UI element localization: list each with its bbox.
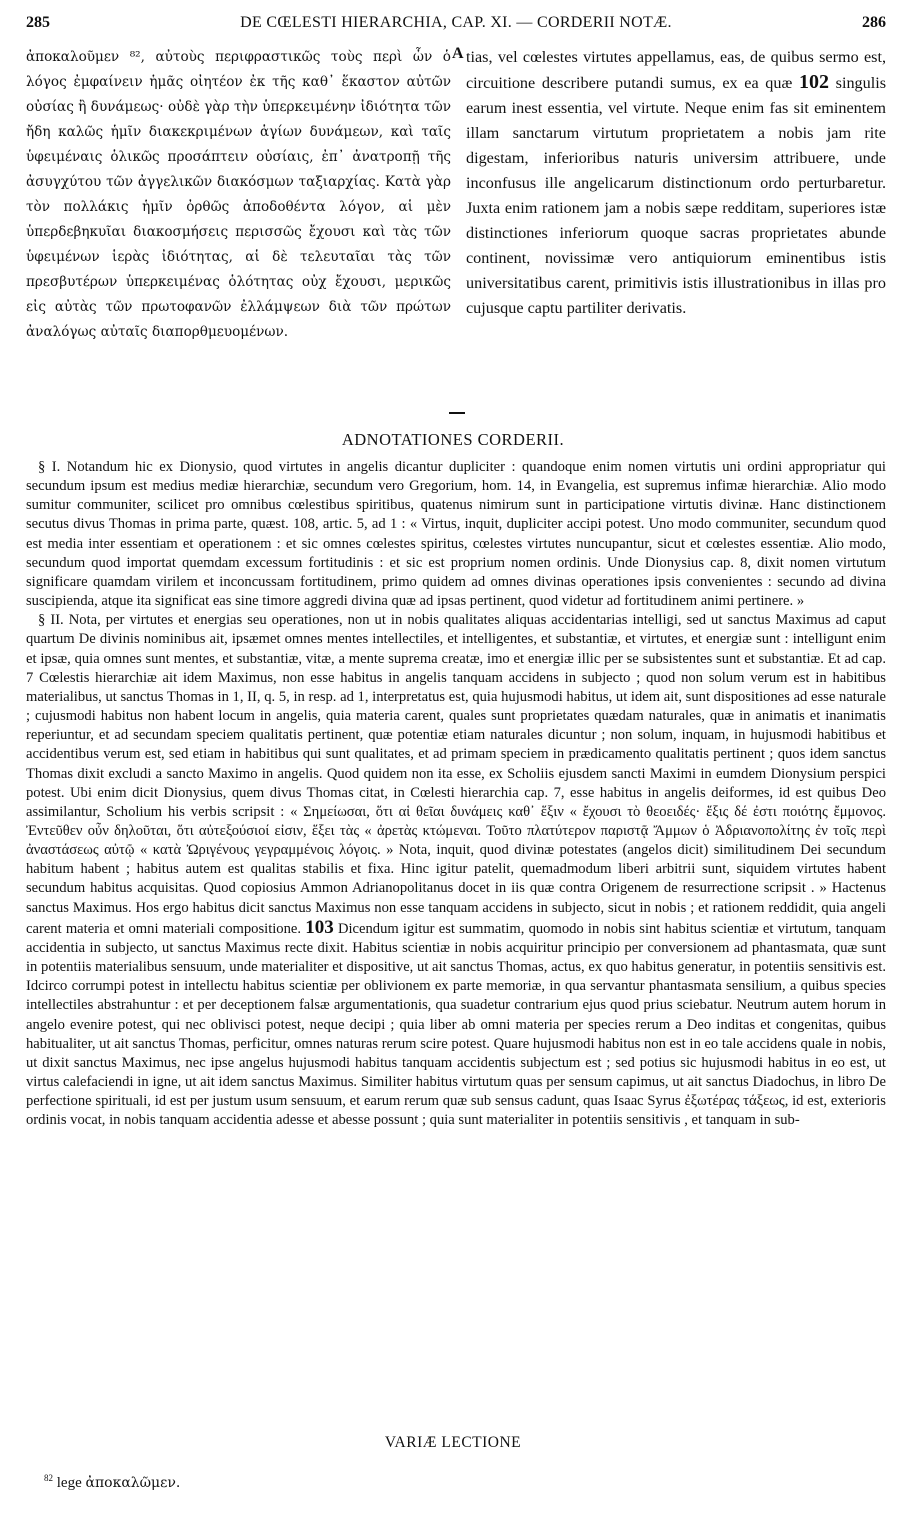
page-number-right: 286	[862, 14, 886, 31]
latin-text-part1: tias, vel cœlestes virtutes appellamus, eas, de quibus sermo est, circuitione describere putandi sumus, ex ea quæ	[466, 48, 886, 92]
notes-body	[26, 458, 886, 1130]
footnote-mark: 82	[44, 1473, 53, 1483]
latin-column	[466, 45, 886, 321]
notes-heading: ADNOTATIONES CORDERII.	[341, 430, 565, 449]
section-divider	[449, 412, 465, 414]
column-marker: A	[452, 45, 464, 62]
page-number-left: 285	[26, 14, 50, 31]
footnote-latin: lege	[56, 1475, 82, 1491]
footnote-greek: ἀποκαλῶμεν.	[85, 1475, 181, 1491]
parallel-text	[26, 45, 886, 395]
note-paragraph-1: § I. Notandum hic ex Dionysio, quod virtutes in angelis dicantur dupliciter : quandoque enim nomen virtutis uni ordini appropriatur qui secundum ipsum est medius mediæ hierarchiæ, secundum vero Gregorium, hom. 14, in Evangelia, est supremus infimæ hierarchiæ. Alio modo sumitur communiter, scilicet pro omnibus cœlestibus spiritibus, quatenus nimirum sunt in participatione virtutis divinæ. Hanc distinctionem secutus divus Thomas in prima parte, quæst. 108, artic. 5, ad 1 : « Virtus, inquit, dupliciter accipi potest. Uno modo communiter, secundum quod est media inter essentiam et operationem : et sic omnes cœlestes spiritus, cœlestes virtutes nuncupantur, sicut et cœlestes essentiæ. Alio modo, secundum quod importat quemdam excessum fortitudinis : et sic est proprium nomen ordinis. Unde Dionysius cap. 8, dixit nomen virtutum significare quamdam virilem et inconcussam fortitudinem, primo quidem ad omnes divinas operationes ipsis convenientes : secundo ad divina suscipienda, atque ita significat eas sine timore aggredi divina quæ ad ipsas pertinent, quod videtur ad fortitudinem animi pertinere. »	[26, 459, 886, 610]
note-2-text-a: § II. Nota, per virtutes et energias seu operationes, non ut in nobis qualitates aliquas accidentarias intelligi, sed ut sanctus Maximus ad caput quartum De divinis nominibus ait, ipsæmet omnes mentes intellectiles, et intelligentes, et substantiæ, et virtutes, et energiæ sunt : intelligunt enim et ipsæ, quia omnes sunt mentes, et substantiæ, vitæ, a mente suprema creatæ, imo et energiæ illic per se subsistentes sunt et substantiæ. Et ad cap. 7 Cœlestis hierarchiæ ait idem Maximus, non esse habitus in angelis tanquam accidens in subjecto ; quod non solum verum est in habitibus materialibus, ut sanctus Thomas in 1, II, q. 5, in resp. ad 1, interpretatus est, quia hujusmodi habitus, ut idem ait, sunt dispositiones ad esse naturale ; cujusmodi habitus non habent locum in angelis, quia materia carent, quales sunt proprietates quædam naturales, quæ in animatis et inanimatis reperiuntur, et ad secundam speciem qualitatis pertinent, quæ potentiæ etiam naturales dicuntur ; non solum, inquam, in hujusmodi habitibus et accidentibus verum est, sed etiam in habitibus qui sunt qualitates, et ad primam speciem in prædicamento qualitatis pertinent ; quos idem sanctus Thomas dixit excludi a sancto Maximo in angelis. Quod quidem non ita esse, ex Scholiis ejusdem sancti Maximi in eumdem Dionysium perspici potest. Ubi enim dicit Dionysius, quem divus Thomas citat, in Cœlesti hierarchia cap. 7, esse habitus in angelis deiformes, id est quibus Deo assimilantur, Scholium his verbis scripsit : « Σημείωσαι, ὅτι αἱ θεῖαι δυνάμεις καθ᾽ ἕξιν « ἔχουσι τὸ θεοειδές· ἕξις δέ ἐστι ποιότης ἔμμονος. Ἐντεῦθεν οὖν δηλοῦται, ὅτι αὐτεξούσιοί εἰσιν, ἕξει τὰς « ἀρετὰς κτώμεναι. Τοῦτο πλατύτερον παριστᾷ Ἄμμων ὁ Ἀδριανοπολίτης ἐν τοῖς περὶ ἀναστάσεως αὐτῷ « κατὰ Ὠριγένους γεγραμμένοις λόγοις. » Nota, inquit, quod divinæ potestates (angelos dicit) similitudinem Dei secundum habitum habent ; habitus autem est qualitas stabilis et fixa. Hinc igitur patelit, quemadmodum liberi arbitrii sunt, siquidem virtutes habent secundum habitus acquisitas. Quod copiosius Ammon Adrianopolitanus docet in iis quæ contra Origenem de resurrectione scripsit . » Hactenus sanctus Maximus. Hos ergo habitus dicit sanctus Maximus non esse tanquam accidens in subjecto, sicut in nobis ; et rationem reddidit, quia angeli carent materia et omni materiali compositione.	[26, 612, 886, 937]
variae-heading: VARIÆ LECTIONE	[384, 1434, 522, 1451]
note-2-text-b: Dicendum igitur est summatim, quomodo in nobis sint habitus scientiæ et virtutum, tanquam accidentia in subjecto, ut sanctus Maximus recte dixit. Habitus scientiæ in nobis acquiritur principio per conversionem ad phantasmata, quæ sunt in potentiis materialibus sensuum, unde materialiter et dispositive, ut ait sanctus Thomas, actus, ex quo habitus generatur, in potentiis sensitivis est. Idcirco corrumpi potest in intellectu habitus scientiæ per oblivionem ex parte memoriæ, in qua servantur phantasmata sensilium, a quibus species intellectiles abstrahuntur : et per deceptionem falsæ argumentationis, qua suadetur contrarium ejus quod prius sciebatur. Neutrum autem horum in angelo evenire potest, qui nec oblivisci potest, neque decipi ; quia liber ab omni materia per species rerum a Deo inditas et congenitas, quibus habitualiter, ut ait sanctus Thomas, perficitur, omnes naturas rerum scire potest. Quare hujusmodi habitus non est in eo tale accidens quale in nobis, ut dixit sanctus Maximus, nec ipse angelus hujusmodi habitus tanquam accidentis subjectum est ; sed potius sic hujusmodi habitus in eo est, ut virtus calefaciendi in igne, ut ait idem sanctus Maximus. Similiter habitus virtutum quas per sensum capimus, ut ait sanctus Diadochus, in libro De perfectione spirituali, id est per justum usum sensuum, et earum rerum quæ sub sensus cadunt, quas Isaac Syrus ἐξωτέρας τάξεως, id est, exterioris ordinis vocat, in nobis tanquam accidentia adesse et abesse possunt ; quia sunt materialiter in potentiis sensitivis , et tanquam in sub-	[26, 920, 886, 1129]
note-paragraph-2	[26, 611, 886, 1130]
margin-number: 103	[305, 916, 334, 938]
margin-number: 102	[798, 71, 829, 93]
running-title: DE CŒLESTI HIERARCHIA, CAP. XI. — CORDERII NOTÆ.	[240, 14, 672, 31]
running-header	[26, 14, 886, 38]
greek-column: ἀποκαλοῦμεν ⁸², αὐτοὺς περιφραστικῶς τοὺς περὶ ὧν ὁ λόγος ἐμφαίνειν ἡμᾶς οἰητέον ἐκ τῆς καθ᾽ ἕκαστον αὐτῶν οὐσίας ἢ δυνάμεως· οὐδὲ γὰρ τὴν ὑπερκειμένην ἰδιότητα τῶν ἤδη καλῶς ἡμῖν διακεκριμένων ἁγίων δυνάμεων, καὶ ταῖς ὑφειμέναις ὁλικῶς προσάπτειν οὐσίαις, ἐπ᾽ ἀνατροπῇ τῆς ἀσυγχύτου τῶν ἀγγελικῶν διακόσμων ταξιαρχίας. Κατὰ γὰρ τὸν πολλάκις ἡμῖν ὀρθῶς ἀποδοθέντα λόγον, αἱ μὲν ὑπερδεβηκυῖαι διακοσμήσεις περισσῶς ἔχουσι καὶ τὰς τῶν ὑφειμένων ἱερὰς ἰδιότητας, αἱ δὲ τελευταῖαι τὰς τῶν πρεσβυτέρων ὑπερκειμένας ὁλότητας οὐχ ἔχουσι, μερικῶς εἰς αὐτὰς τῶν πρωτοφανῶν ἐλλάμψεων διὰ τῶν πρώτων ἀναλόγως αὐταῖς διαπορθμευομένων.	[26, 49, 451, 340]
latin-text-part2: singulis earum inest essentia, vel virtute. Neque enim fas sit eminentem illam sanctarum virtutum proprietatem a nobis jam rite digestam, inferioribus naturis universim attribuere, unde inconfusus ille angelicarum distinctionum ordo perturbaretur. Juxta enim rationem jam a nobis sæpe redditam, superiores istæ distinctiones inferiorum quoque sacras proprietates abunde continent, novissimæ vero antiquiorum eminentibus istis universitatibus carent, primitivis istis illustrationibus in illas pro cujusque captu partiliter derivatis.	[466, 74, 887, 317]
footnote	[44, 1473, 180, 1492]
